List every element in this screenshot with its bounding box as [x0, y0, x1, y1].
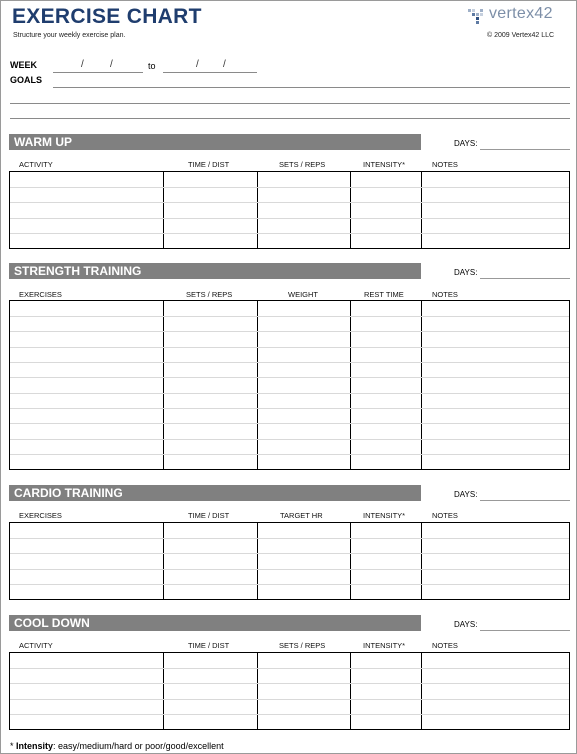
- column-header: REST TIME: [364, 290, 404, 299]
- vertex42-logo-icon: [467, 7, 487, 25]
- warm-up-header: [9, 134, 421, 150]
- week-start-field[interactable]: [53, 72, 143, 73]
- intensity-footnote: [10, 741, 224, 751]
- column-header: ACTIVITY: [19, 160, 53, 169]
- date-slash: /: [223, 59, 226, 70]
- column-header: INTENSITY*: [363, 511, 406, 520]
- week-label: WEEK: [10, 60, 37, 70]
- goals-line-2[interactable]: [10, 103, 570, 104]
- column-header: TIME / DIST: [188, 641, 230, 650]
- page-subtitle: Structure your weekly exercise plan.: [13, 32, 126, 39]
- strength-training-table[interactable]: [9, 300, 570, 470]
- copyright-text: © 2009 Vertex42 LLC: [487, 32, 555, 39]
- week-end-field[interactable]: [163, 72, 257, 73]
- strength-training-title: STRENGTH TRAINING: [14, 264, 142, 278]
- column-header: TIME / DIST: [188, 511, 230, 520]
- column-header: EXERCISES: [19, 511, 62, 520]
- logo-text: vertex42: [489, 5, 553, 22]
- footnote-term: Intensity: [16, 741, 54, 751]
- column-header: TARGET HR: [280, 511, 323, 520]
- column-header: NOTES: [432, 290, 458, 299]
- footnote-star: *: [10, 741, 14, 751]
- column-header: NOTES: [432, 511, 458, 520]
- strength-training-header: [9, 263, 421, 279]
- date-slash: /: [110, 59, 113, 70]
- vertex42-logo: [467, 6, 567, 26]
- page-title: EXERCISE CHART: [12, 5, 202, 28]
- days-label: DAYS:: [454, 620, 478, 629]
- date-slash: /: [81, 59, 84, 70]
- cardio-training-header: [9, 485, 421, 501]
- date-slash: /: [196, 59, 199, 70]
- cool-down-table[interactable]: [9, 652, 570, 730]
- column-header: TIME / DIST: [188, 160, 230, 169]
- warm-up-title: WARM UP: [14, 135, 72, 149]
- goals-label: GOALS: [10, 75, 43, 85]
- days-label: DAYS:: [454, 139, 478, 148]
- cardio-days-field[interactable]: [480, 500, 570, 501]
- days-label: DAYS:: [454, 490, 478, 499]
- column-header: SETS / REPS: [186, 290, 233, 299]
- column-header: SETS / REPS: [279, 160, 326, 169]
- to-label: to: [148, 61, 156, 71]
- column-header: EXERCISES: [19, 290, 62, 299]
- column-header: WEIGHT: [288, 290, 318, 299]
- column-header: SETS / REPS: [279, 641, 326, 650]
- cardio-training-title: CARDIO TRAINING: [14, 486, 123, 500]
- strength-days-field[interactable]: [480, 278, 570, 279]
- footnote-text: : easy/medium/hard or poor/good/excellent: [53, 741, 224, 751]
- cool-down-title: COOL DOWN: [14, 616, 90, 630]
- cool-down-days-field[interactable]: [480, 630, 570, 631]
- cardio-training-table[interactable]: [9, 522, 570, 600]
- cool-down-header: [9, 615, 421, 631]
- column-header: ACTIVITY: [19, 641, 53, 650]
- column-header: INTENSITY*: [363, 641, 406, 650]
- days-label: DAYS:: [454, 268, 478, 277]
- column-header: NOTES: [432, 160, 458, 169]
- goals-line-1[interactable]: [53, 87, 570, 88]
- goals-line-3[interactable]: [10, 118, 570, 119]
- warm-up-table[interactable]: [9, 171, 570, 249]
- column-header: INTENSITY*: [363, 160, 406, 169]
- column-header: NOTES: [432, 641, 458, 650]
- warm-up-days-field[interactable]: [480, 149, 570, 150]
